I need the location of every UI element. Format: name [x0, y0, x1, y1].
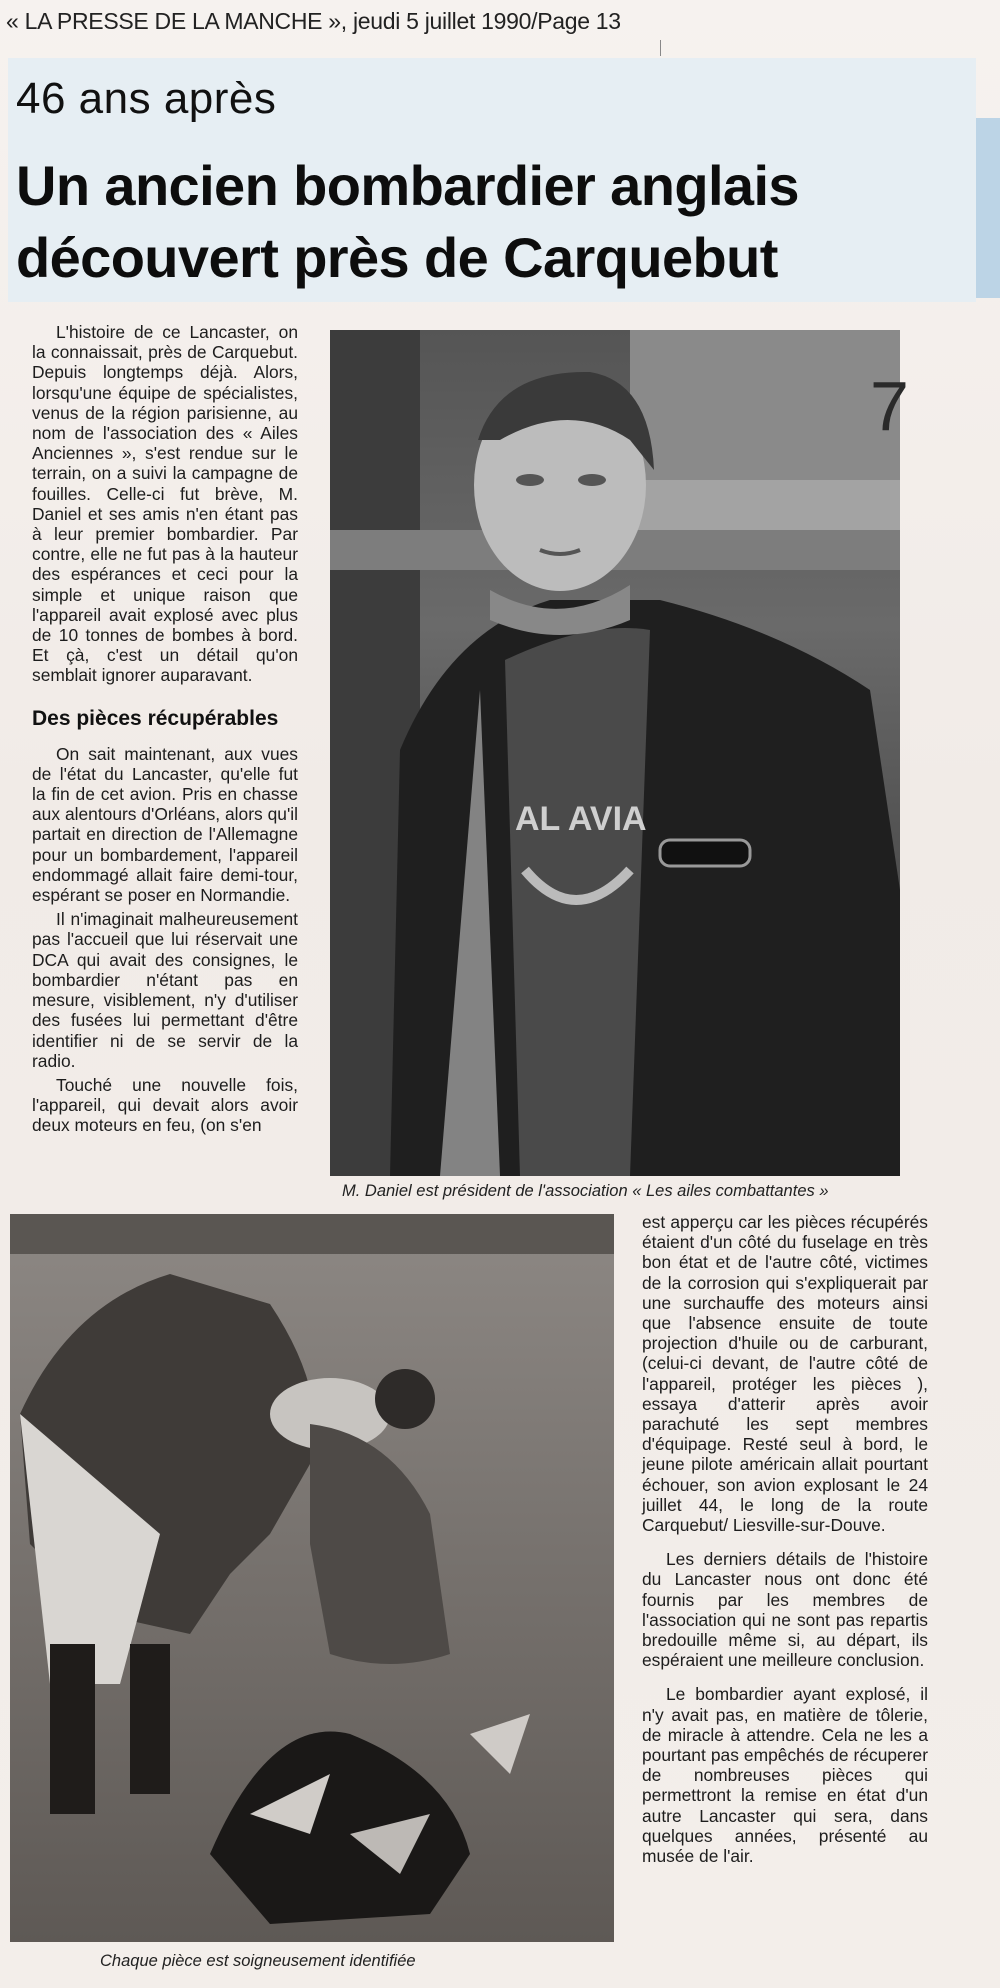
headline — [16, 150, 996, 294]
paragraph-5: est apperçu car les pièces récupérés étaient d'un côté du fuselage en très bon état et de l'autre côté, victimes de la corrosion qui s'expliquerait par une surchauffe des moteurs ainsi que l'absence ensuite de toute projection d'huile ou de carburant, (celui-ci devant, de l'autre côté de l'appareil, protéger les pièces ), essaya d'atterir après avoir parachuté les sept membres d'équipage. Resté seul à bord, le jeune pilote américain allait pourtant échouer, son avion explosant le 24 juillet 44, le long de la route Carquebut/ Liesville-sur-Douve. — [642, 1212, 928, 1536]
excavation-caption: Chaque pièce est soigneusement identifiée — [100, 1952, 416, 1970]
photo-excavation — [10, 1214, 614, 1942]
paragraph-2: On sait maintenant, aux vues de l'état du Lancaster, qu'elle fut la fin de cet avion. Pris en chasse aux alentours d'Orléans, alors qu'il partait en direction de l'Allemagne pour un bombardement, l'appareil endommagé allait faire demi-tour, espérant se poser en Normandie. — [32, 743, 298, 906]
svg-text:7: 7 — [870, 367, 909, 445]
article-column-1 — [32, 322, 298, 1140]
paragraph-7: Le bombardier ayant explosé, il n'y avait pas, en matière de tôlerie, de miracle à attendre. Cela ne les a pourtant pas empêchés de récuperer de nombreuses pièces qui permettront la remise en état d'un autre Lancaster qui sera, dans quelques années, présenté au musée de l'air. — [642, 1684, 928, 1867]
kicker: 46 ans après — [16, 74, 277, 123]
photo-portrait — [330, 330, 909, 1176]
paragraph-6: Les derniers détails de l'histoire du Lancaster nous ont donc été fournis par les membres de l'association qui ne sont pas repartis bredouille même si, au départ, ils espéraient une meilleure conclusion. — [642, 1549, 928, 1671]
portrait-image — [330, 330, 909, 1176]
paragraph-3: Il n'imaginait malheureusement pas l'accueil que lui réservait une DCA qui avait des consignes, le bombardier n'étant pas en mesure, visiblement, n'y d'utiliser des fusées lui permettant d'être identifier ni de se servir de la radio. — [32, 909, 298, 1071]
headline-line-1: Un ancien bombardier anglais — [16, 154, 799, 217]
headline-line-2: découvert près de Carquebut — [16, 226, 778, 289]
paragraph-1: L'histoire de ce Lancaster, on la connaissait, près de Carquebut. Depuis longtemps déjà. Alors, lorsqu'une équipe de spécialistes, venus de la région parisienne, au nom de l'association des « Ailes Anciennes », s'est rendue sur le terrain, on a suivi la campagne de fouilles. Celle-ci fut brève, M. Daniel et ses amis n'en étant pas à leur premier bombardier. Par contre, elle ne fut pas à la hauteur des espérances et ceci pour la simple et unique raison que l'appareil avait explosé avec plus de 10 tonnes de bombes à bord. Et çà, c'est un détail qu'on semblait ignorer auparavant. — [32, 322, 298, 686]
portrait-caption: M. Daniel est président de l'association « Les ailes combattantes » — [342, 1182, 829, 1200]
rule — [660, 40, 661, 56]
excavation-image — [10, 1214, 614, 1942]
article-column-2 — [642, 1212, 928, 1870]
svg-text:AL AVIA: AL AVIA — [515, 800, 647, 838]
subheading: Des pièces récupérables — [32, 706, 279, 730]
publication-header: « LA PRESSE DE LA MANCHE », jeudi 5 juillet 1990/Page 13 — [6, 8, 621, 34]
paragraph-4: Touché une nouvelle fois, l'appareil, qui devait alors avoir deux moteurs en feu, (on s'en — [32, 1074, 298, 1136]
